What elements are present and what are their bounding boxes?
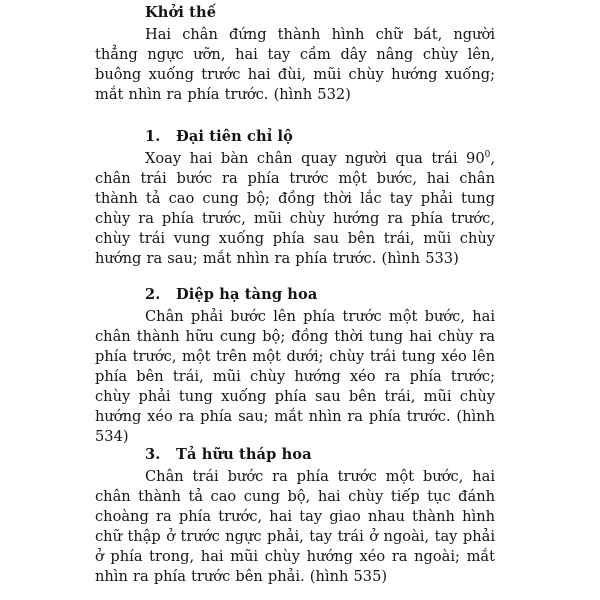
paragraph-text-end: , chân trái bước ra phía trước một bước, hai chân thành tả cao cung bộ; đồng thời lắc tay phải tung chùy ra phía trước, mũi chùy hướng ra phía trước, chùy trái vung xuống phía sau bên trái, mũi chùy hướng ra sau; mắt nhìn ra phía trước. (hình 533) — [95, 150, 495, 267]
section-2 — [95, 285, 495, 447]
section-title: Khởi thế — [145, 4, 217, 21]
section-number: 2. — [145, 286, 161, 303]
section-title: Đại tiên chỉ lộ — [176, 128, 293, 145]
section-number: 1. — [145, 128, 161, 145]
section-paragraph: Hai chân đứng thành hình chữ bát, người thẳng ngực ưỡn, hai tay cầm dây nâng chùy lên, buông xuống trước hai đùi, mũi chùy hướng xuống; mắt nhìn ra phía trước. (hình 532) — [95, 26, 495, 103]
section-heading — [95, 445, 495, 465]
section-paragraph: Chân phải bước lên phía trước một bước, hai chân thành hữu cung bộ; đồng thời tung hai chùy ra phía trước, một trên một dưới; chùy trái tung xéo lên phía bên trái, mũi chùy hướng xéo ra phía trước; chùy phải tung xuống phía sau bên trái, mũi chùy hướng xéo ra phía sau; mắt nhìn ra phía trước. (hình 534) — [95, 308, 495, 445]
section-title: Diệp hạ tàng hoa — [176, 286, 318, 303]
section-number: 3. — [145, 446, 161, 463]
section-3 — [95, 445, 495, 587]
paragraph-text-start: Xoay hai bàn chân quay người qua trái 90 — [145, 150, 485, 167]
section-paragraph: Chân trái bước ra phía trước một bước, hai chân thành tả cao cung bộ, hai chùy tiếp tục đánh choàng ra phía trước, hai tay giao nhau thành hình chữ thập ở trước ngực phải, tay trái ở ngoài, tay phải ở phía trong, hai mũi chùy hướng xéo ra ngoài; mắt nhìn ra phía trước bên phải. (hình 535) — [95, 468, 495, 585]
section-starting-position — [95, 3, 495, 105]
section-title: Tả hữu tháp hoa — [176, 446, 312, 463]
section-heading — [95, 127, 495, 147]
section-heading — [95, 3, 495, 23]
section-paragraph — [95, 149, 495, 269]
degree-superscript: 0 — [484, 150, 491, 160]
section-heading — [95, 285, 495, 305]
section-1 — [95, 127, 495, 269]
